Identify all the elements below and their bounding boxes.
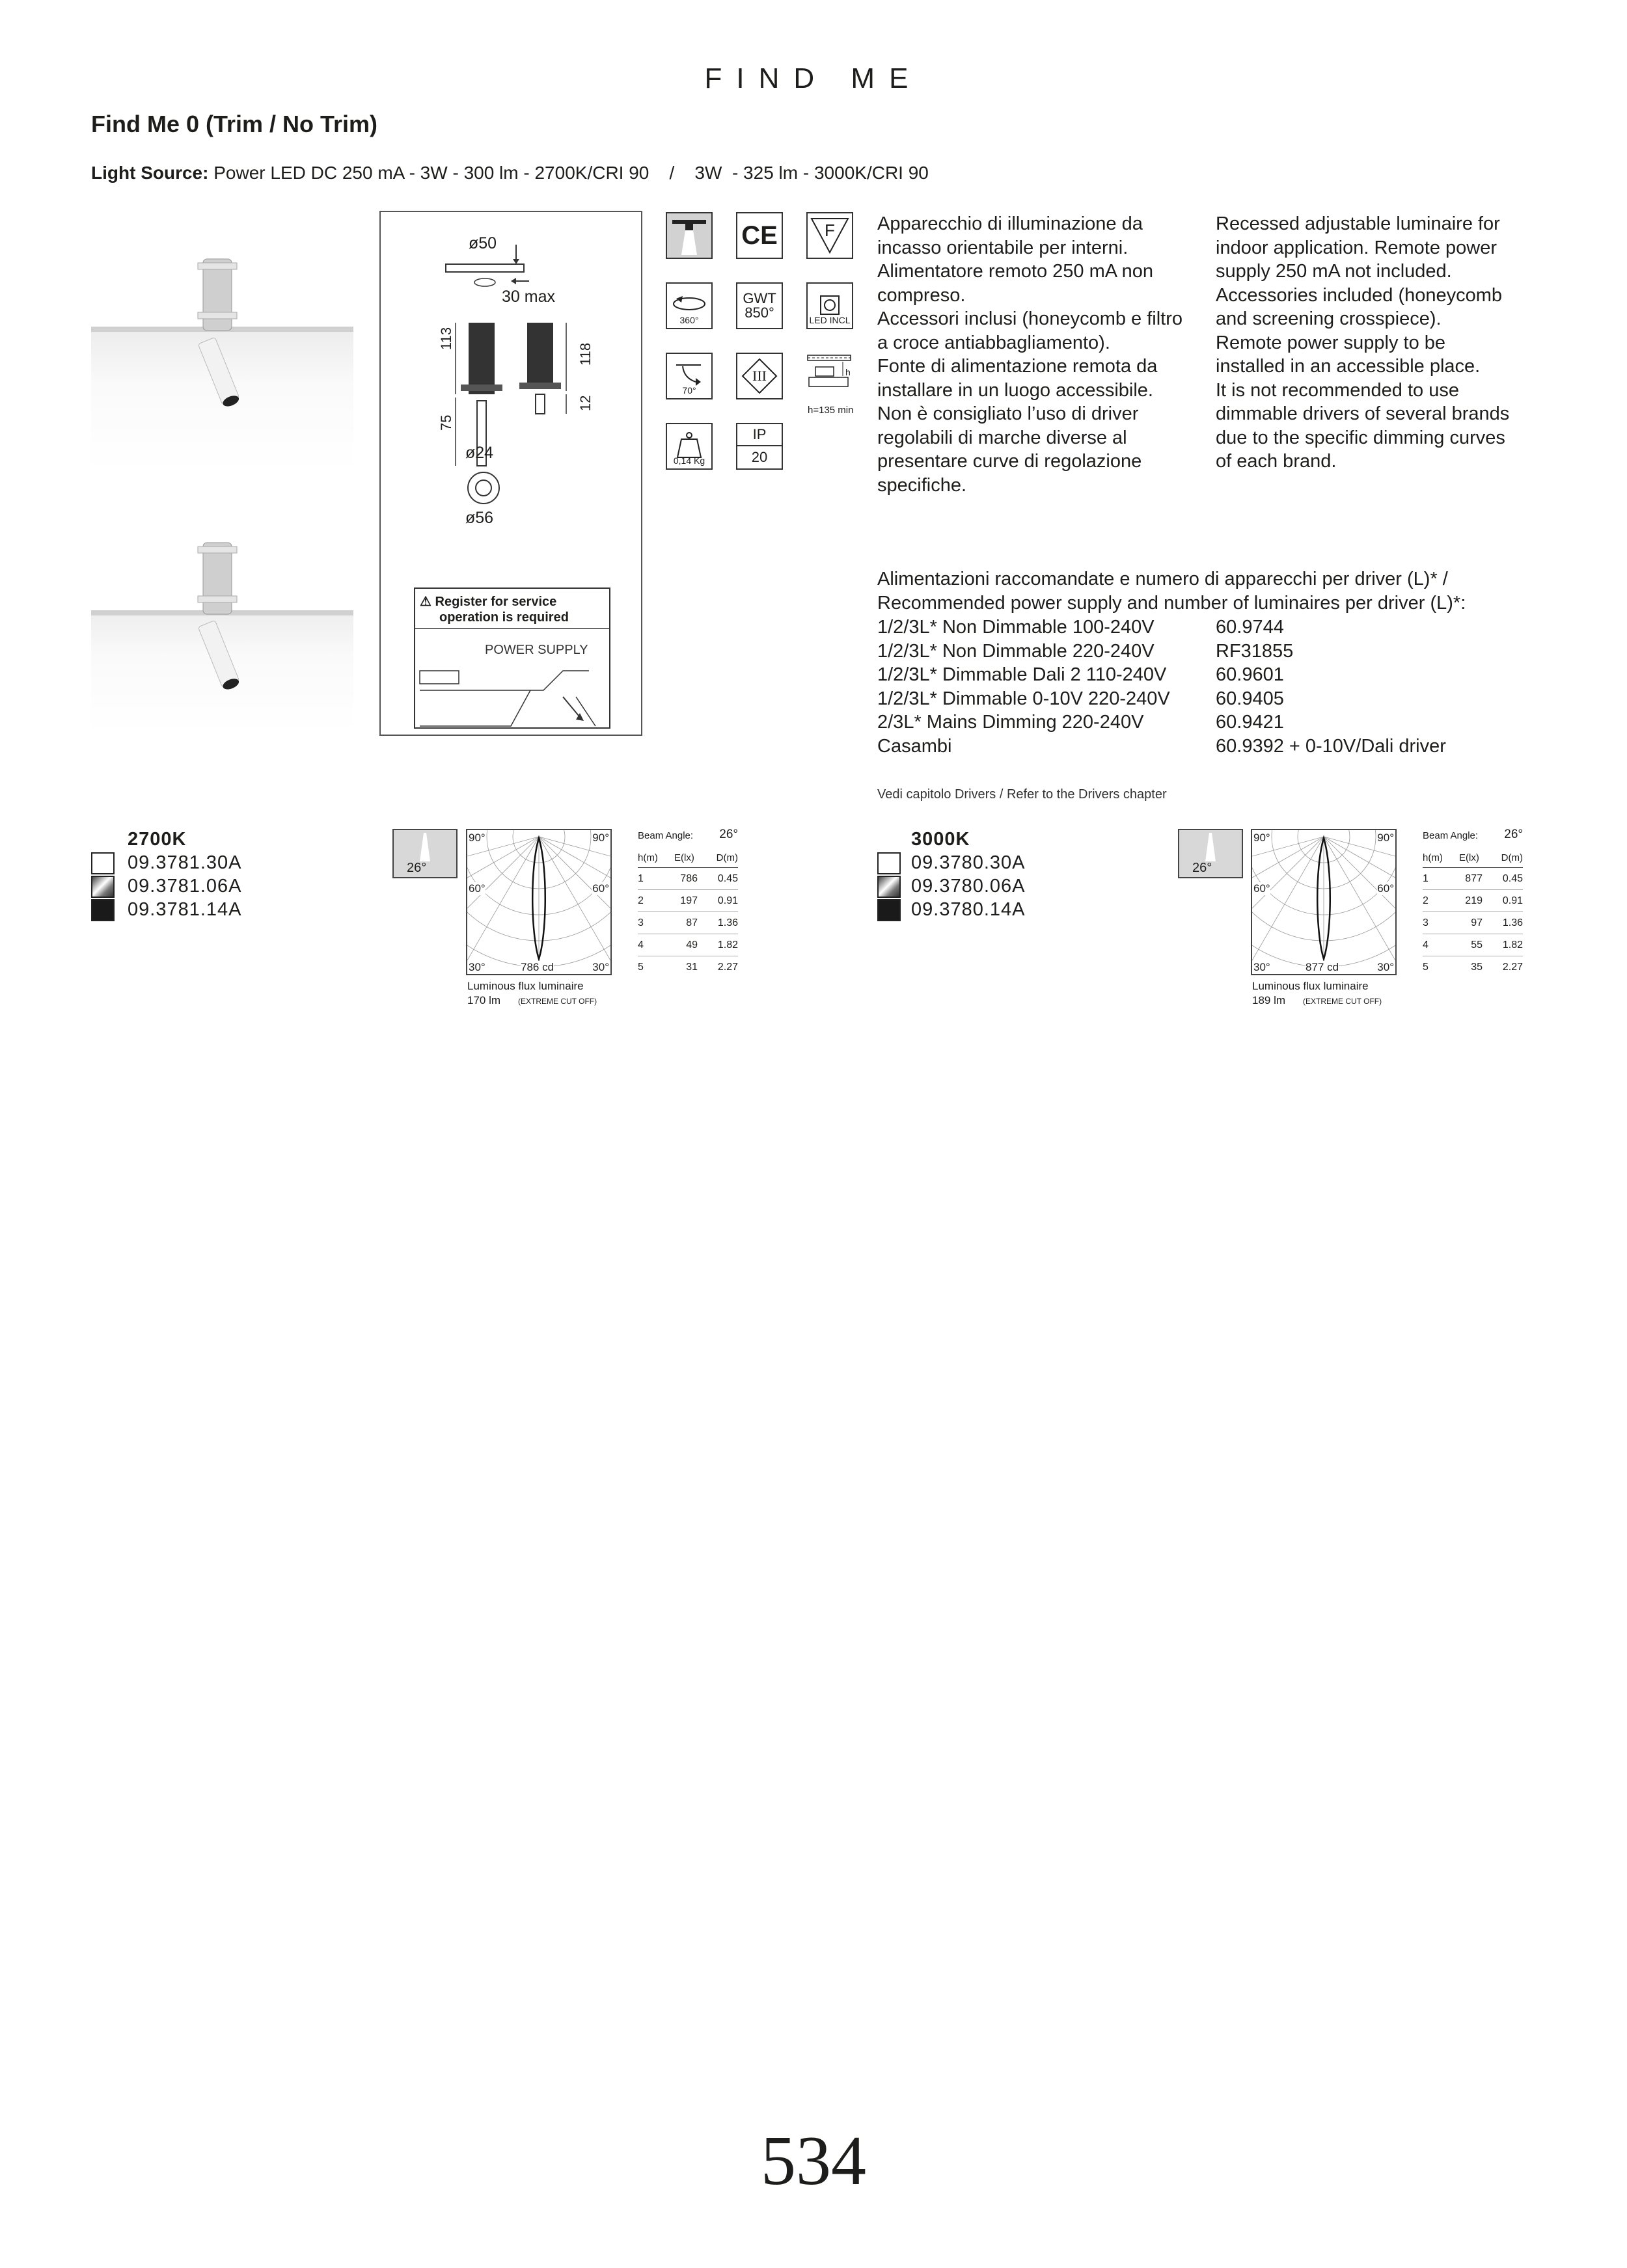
- register-line1: Register for service: [435, 595, 557, 609]
- beam-angle-icon: 26°: [392, 829, 458, 878]
- cut-off-label: (EXTREME CUT OFF): [518, 997, 597, 1006]
- table-header: h(m): [1423, 852, 1443, 863]
- table-row: 1 877 0.45: [1423, 868, 1523, 890]
- dim-d50: ø50: [469, 234, 497, 252]
- table-header: D(m): [716, 852, 738, 863]
- light-source-label: Light Source:: [91, 163, 209, 183]
- beam-angle-label: Beam Angle:: [1423, 830, 1479, 841]
- cut-off-label: (EXTREME CUT OFF): [1303, 997, 1382, 1006]
- supply-label: 1/2/3L* Non Dimmable 100-240V: [877, 617, 1155, 638]
- rotation-360-icon: 360°: [666, 282, 713, 329]
- page-number: 534: [761, 2122, 866, 2200]
- table-header: E(lx): [674, 852, 694, 863]
- f-mark-icon: F: [806, 212, 853, 259]
- polar-peak-intensity: 786 cd: [521, 961, 554, 973]
- description-english: Recessed adjustable luminaire for indoor application. Remote power supply 250 mA not included. Accessories included (honeycomb and screening crosspiece). Remote power supply to be installed in an accessible place. It is not recommended to use dimmable drivers of several brands due to the specific dimming curves of each brand.: [1216, 213, 1510, 472]
- product-code: 09.3780.06A: [911, 876, 1026, 897]
- warning-icon: ⚠: [420, 595, 431, 609]
- light-source-value: Power LED DC 250 mA - 3W - 300 lm - 2700K/CRI 90 / 3W - 325 lm - 3000K/CRI 90: [213, 163, 929, 183]
- photometric-table: [638, 828, 738, 979]
- beam-angle-label: Beam Angle:: [638, 830, 694, 841]
- polar-label-90-right: 90°: [592, 831, 609, 844]
- finish-swatch-black: [877, 899, 901, 921]
- polar-label-30-left: 30°: [1253, 961, 1270, 973]
- table-row: 5 35 2.27: [1423, 962, 1523, 973]
- polar-label-60-left: 60°: [1253, 882, 1270, 895]
- class-iii-icon: III: [736, 353, 783, 399]
- polar-label-90-left: 90°: [1253, 831, 1270, 844]
- table-row: 2 219 0.91: [1423, 890, 1523, 912]
- description-italian: Apparecchio di illuminazione da incasso orientabile per interni. Alimentatore remoto 250 mA non compreso. Accessori inclusi (honeycomb e filtro a croce antiabbagliamento). Fonte di alimentazione remota da installare in un luogo accessibile. Non è consigliato l’uso di driver regolabili di marche diverse al presentare curve di regolazione specifiche.: [877, 213, 1183, 496]
- h-min-label: h=135 min: [808, 405, 854, 416]
- weight-icon: 0,14 Kg: [666, 423, 713, 470]
- flux-value: 170 lm: [467, 994, 501, 1006]
- supply-label: 1/2/3L* Non Dimmable 220-240V: [877, 640, 1155, 662]
- finish-swatch-chrome: [91, 876, 115, 898]
- cct-2700k: 2700K: [128, 829, 187, 850]
- dim-30max: 30 max: [502, 288, 555, 306]
- ip-rating-icon: IP 20: [736, 423, 783, 470]
- register-notice: [420, 593, 556, 610]
- finish-swatch-chrome: [877, 876, 901, 898]
- table-row: 1 786 0.45: [638, 868, 738, 890]
- beam-angle-icon: 26°: [1178, 829, 1243, 878]
- supply-label: Casambi: [877, 735, 952, 757]
- light-source: [91, 163, 929, 183]
- table-header: D(m): [1501, 852, 1523, 863]
- finish-swatch-black: [91, 899, 115, 921]
- product-code: 09.3781.14A: [128, 899, 242, 920]
- supply-label: 2/3L* Mains Dimming 220-240V: [877, 712, 1144, 733]
- product-code: 09.3781.06A: [128, 876, 242, 897]
- table-row: 3 97 1.36: [1423, 912, 1523, 934]
- polar-label-90-left: 90°: [469, 831, 485, 844]
- table-row: 3 87 1.36: [638, 912, 738, 934]
- dim-d56: ø56: [465, 509, 494, 527]
- technical-drawing: [379, 211, 642, 736]
- polar-label-30-left: 30°: [469, 961, 485, 973]
- ce-mark-icon: CE: [736, 212, 783, 259]
- polar-diagram: [1251, 829, 1397, 975]
- drivers-note: Vedi capitolo Drivers / Refer to the Drivers chapter: [877, 787, 1167, 802]
- beam-angle-value: 26°: [719, 828, 738, 841]
- supply-code: 60.9744: [1216, 617, 1284, 638]
- table-header: h(m): [638, 852, 658, 863]
- table-row: 5 31 2.27: [638, 962, 738, 973]
- finish-swatch-white: [877, 852, 901, 874]
- polar-peak-intensity: 877 cd: [1306, 961, 1339, 973]
- table-row: 4 49 1.82: [638, 934, 738, 956]
- supply-code: 60.9392 + 0-10V/Dali driver: [1216, 735, 1446, 757]
- gwt-icon: GWT 850°: [736, 282, 783, 329]
- tilt-70-icon: 70°: [666, 353, 713, 399]
- finish-swatch-white: [91, 852, 115, 874]
- dim-118: 118: [577, 342, 594, 366]
- dim-75: 75: [438, 414, 454, 431]
- product-code: 09.3780.30A: [911, 852, 1026, 873]
- polar-label-60-right: 60°: [592, 882, 609, 895]
- power-supply-heading: Alimentazioni raccomandate e numero di apparecchi per driver (L)* / Recommended power supply and number of luminaires per driver (L)*:: [877, 569, 1466, 614]
- supply-code: 60.9405: [1216, 688, 1284, 709]
- flux-value: 189 lm: [1252, 994, 1286, 1006]
- polar-diagram: [466, 829, 612, 975]
- supply-code: 60.9421: [1216, 712, 1284, 733]
- supply-label: 1/2/3L* Dimmable Dali 2 110-240V: [877, 664, 1167, 685]
- supply-label: 1/2/3L* Dimmable 0-10V 220-240V: [877, 688, 1170, 709]
- cct-3000k: 3000K: [911, 829, 970, 850]
- polar-label-30-right: 30°: [592, 961, 609, 973]
- collection-title: FIND ME: [704, 62, 923, 94]
- recessed-light-icon: [666, 212, 713, 259]
- supply-code: 60.9601: [1216, 664, 1284, 685]
- polar-label-90-right: 90°: [1377, 831, 1394, 844]
- product-title: Find Me 0 (Trim / No Trim): [91, 111, 378, 137]
- dim-113: 113: [438, 327, 454, 350]
- product-code: 09.3780.14A: [911, 899, 1026, 920]
- register-line2: operation is required: [439, 610, 569, 625]
- flux-label: Luminous flux luminaire: [1252, 980, 1369, 992]
- table-row: 2 197 0.91: [638, 890, 738, 912]
- polar-label-60-left: 60°: [469, 882, 485, 895]
- led-included-icon: LED INCL: [806, 282, 853, 329]
- table-row: 4 55 1.82: [1423, 934, 1523, 956]
- product-photo-no-trim: [91, 540, 353, 732]
- beam-angle-value: 26°: [1504, 828, 1523, 841]
- installation-height-icon: h: [806, 353, 853, 399]
- polar-label-30-right: 30°: [1377, 961, 1394, 973]
- polar-label-60-right: 60°: [1377, 882, 1394, 895]
- flux-label: Luminous flux luminaire: [467, 980, 584, 992]
- dim-d24: ø24: [465, 444, 494, 462]
- table-header: E(lx): [1459, 852, 1479, 863]
- power-supply-label: POWER SUPPLY: [485, 643, 588, 657]
- dim-12: 12: [577, 395, 594, 411]
- photometric-table: [1423, 828, 1523, 979]
- product-photo-trim: [91, 254, 353, 472]
- supply-code: RF31855: [1216, 640, 1294, 662]
- product-code: 09.3781.30A: [128, 852, 242, 873]
